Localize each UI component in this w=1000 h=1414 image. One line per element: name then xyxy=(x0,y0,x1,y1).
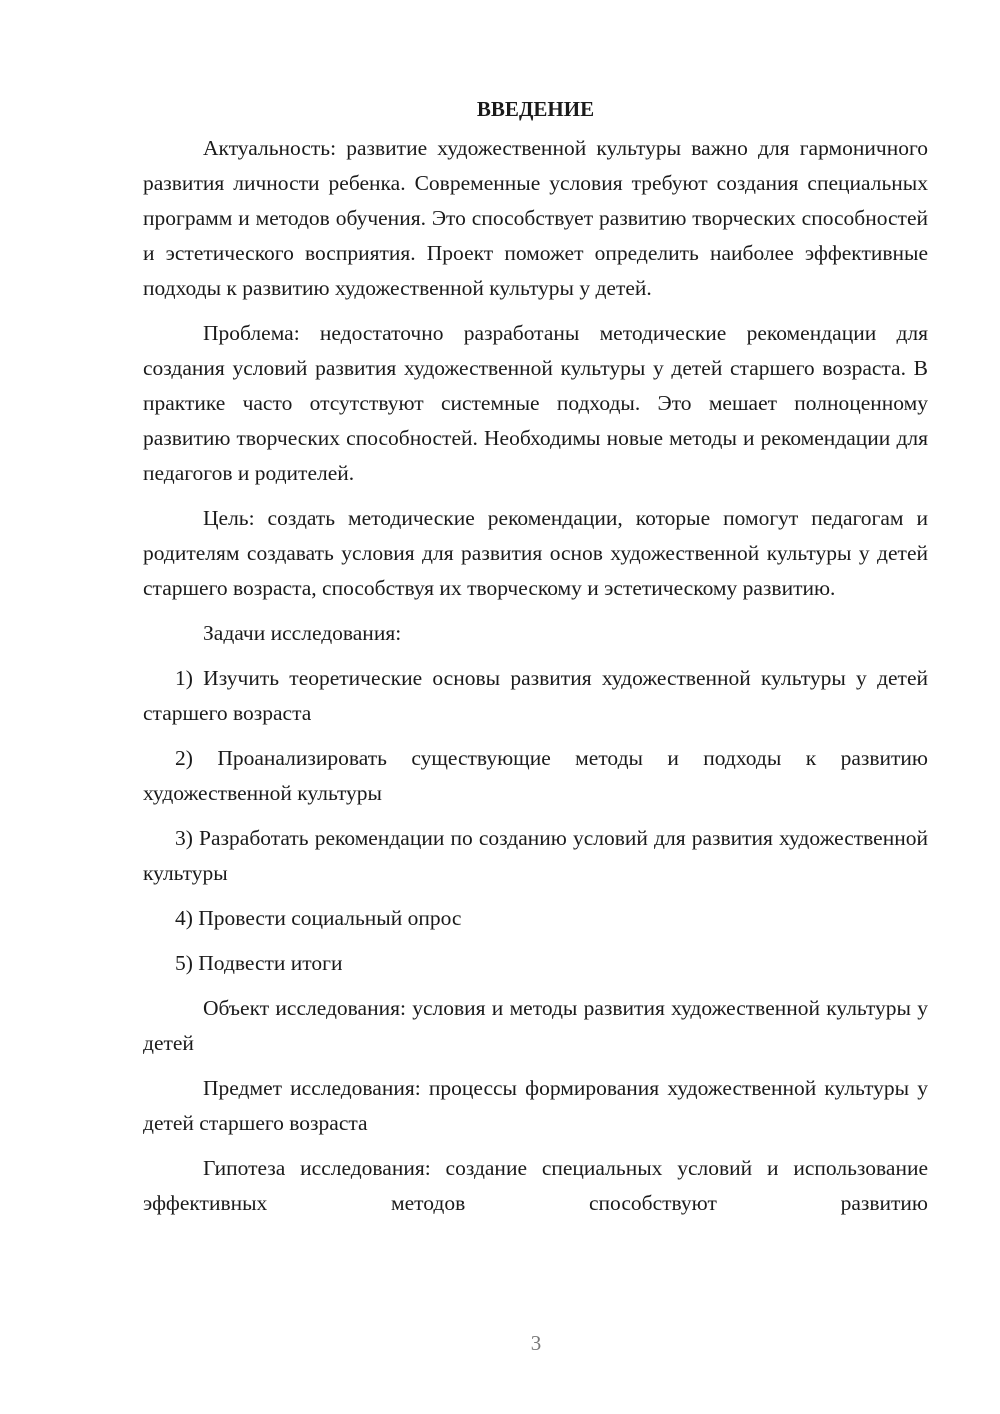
problem-paragraph: Проблема: недостаточно разработаны методические рекомендации для создания условий развития художественной культуры у детей старшего возраста. В практике часто отсутствуют системные подходы. Это мешает полноценному развитию творческих способностей. Необходимы новые методы и рекомендации для педагогов и родителей. xyxy=(143,321,928,485)
subject-paragraph: Предмет исследования: процессы формирования художественной культуры у детей старшего возраста xyxy=(143,1076,928,1135)
task-item: 3) Разработать рекомендации по созданию условий для развития художественной культуры xyxy=(143,826,928,885)
task-item: 2) Проанализировать существующие методы и подходы к развитию художественной культуры xyxy=(143,746,928,805)
page-number: 3 xyxy=(530,1331,542,1355)
page-title: ВВЕДЕНИЕ xyxy=(476,97,595,121)
hypothesis-paragraph: Гипотеза исследования: создание специальных условий и использование эффективных методов способствуют развитию xyxy=(143,1156,928,1215)
relevance-paragraph: Актуальность: развитие художественной культуры важно для гармоничного развития личности ребенка. Современные условия требуют создания специальных программ и методов обучения. Это способствует развитию творческих способностей и эстетического восприятия. Проект поможет определить наиболее эффективные подходы к развитию художественной культуры у детей. xyxy=(143,136,928,300)
task-item: 1) Изучить теоретические основы развития художественной культуры у детей старшего возраста xyxy=(143,666,928,725)
task-item: 5) Подвести итоги xyxy=(175,951,343,975)
tasks-heading: Задачи исследования: xyxy=(203,621,402,645)
tasks-list xyxy=(143,661,928,981)
object-paragraph: Объект исследования: условия и методы развития художественной культуры у детей xyxy=(143,996,928,1055)
document-page xyxy=(143,92,928,1221)
task-item: 4) Провести социальный опрос xyxy=(175,906,462,930)
goal-paragraph: Цель: создать методические рекомендации, которые помогут педагогам и родителям создавать условия для развития основ художественной культуры у детей старшего возраста, способствуя их творческому и эстетическому развитию. xyxy=(143,506,928,600)
